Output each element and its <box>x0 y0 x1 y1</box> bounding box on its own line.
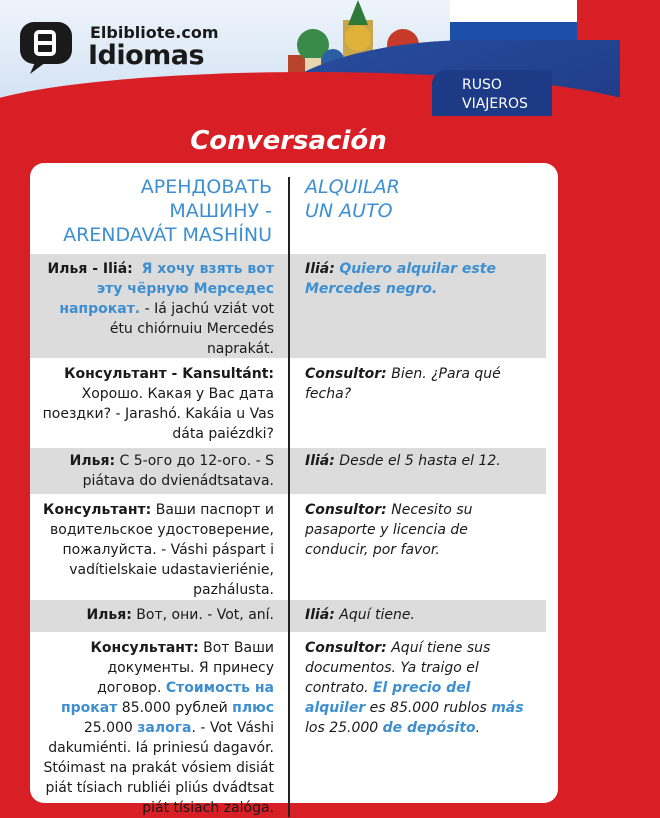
russian-line: Илья: С 5-ого до 12-ого. - S piátava do dvienádtsatava. <box>69 453 274 489</box>
spanish-line: Iliá: Desde el 5 hasta el 12. <box>305 453 501 469</box>
russian-line: Илья: Вот, они. - Vot, aní. <box>86 607 274 623</box>
column-divider <box>288 177 290 817</box>
spanish-line: Consultor: Bien. ¿Para qué fecha? <box>305 366 501 402</box>
spanish-column-heading: ALQUILAR UN AUTO <box>305 176 400 222</box>
russian-line: Илья - Iliá: Я хочу взять вот эту чёрную Мерседес напрокат. - Iá jachú vziát vot étu chiórnuiu Mercedés naprakát. <box>47 261 274 357</box>
brand-name: Idiomas <box>88 40 205 71</box>
russian-line: Консультант - Kansultánt: Хорошо. Какая у Вас дата поездки? - Jarashó. Kakáia u Vas dáta paiézdki? <box>42 366 274 442</box>
category-topic: VIAJEROS <box>462 96 528 112</box>
conversation-card <box>30 163 558 816</box>
russian-line: Консультант: Вот Ваши документы. Я принесу договор. Стоимость на прокат 85.000 рублей плюс 25.000 залога. - Vot Váshi dakumiénti. Iá priniesú dagavór. Stóimast na prakát vósiem disiát piát tísiach rubliéi pliús dvádtsat piát tísiach zalóga. <box>43 640 274 816</box>
brand-site: Elbibliote.com <box>90 23 219 42</box>
spanish-line: Iliá: Quiero alquilar este Mercedes negro. <box>305 261 496 297</box>
spanish-line: Consultor: Necesito su pasaporte y licencia de conducir, por favor. <box>305 502 473 558</box>
spanish-line: Consultor: Aquí tiene sus documentos. Ya traigo el contrato. El precio del alquiler es 85.000 rublos más los 25.000 de depósito. <box>305 640 524 736</box>
category-language: RUSO <box>462 77 502 93</box>
spanish-line: Iliá: Aquí tiene. <box>305 607 415 623</box>
header <box>0 0 577 122</box>
russian-line: Консультант: Ваши паспорт и водительское удостоверение, пожалуйста. - Váshi páspart i vadítielskaie udastavieriénie, pazhálusta. <box>43 502 274 598</box>
logo-icon <box>18 20 78 76</box>
page-title: Conversación <box>190 126 387 156</box>
russian-column-heading: АРЕНДОВАТЬ МАШИНУ - ARENDAVÁT MASHÍNU <box>63 176 272 246</box>
